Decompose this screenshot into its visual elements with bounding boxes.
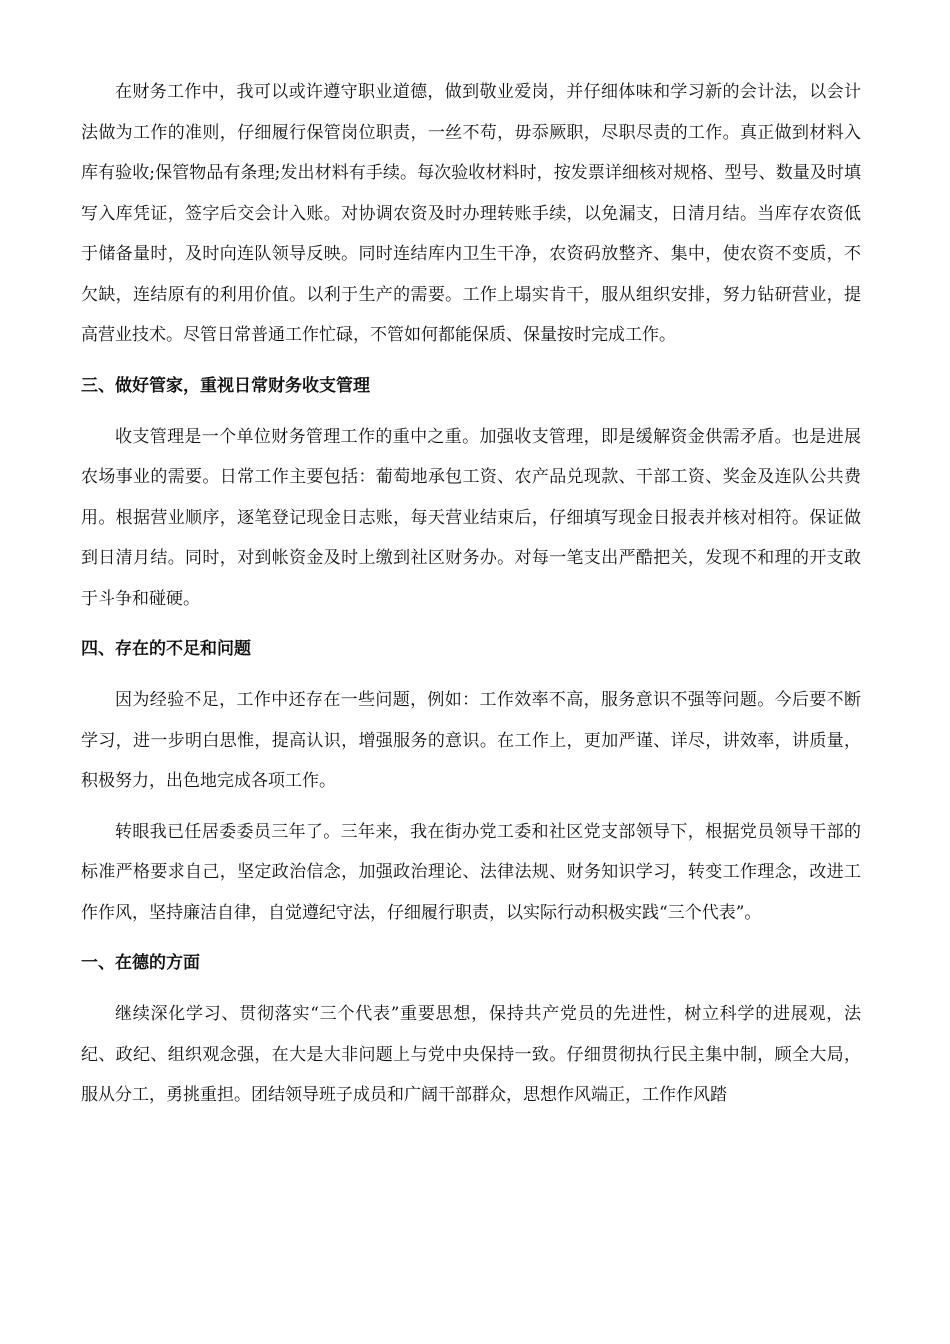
heading-section-one: 一、在德的方面 xyxy=(81,953,200,973)
paragraph-income-expense: 收支管理是一个单位财务管理工作的重中之重。加强收支管理，即是缓解资金供需矛盾。也是进展农场事业的需要。日常工作主要包括：葡萄地承包工资、农产品兑现款、干部工资、奖金及连队公共费用。根据营业顺序，逐笔登记现金日志账，每天营业结束后，仔细填写现金日报表并核对相符。保证做到日清月结。同时，对到帐资金及时上缴到社区财务办。对每一笔支出严酷把关，发现不和理的开支敢于斗争和碰硬。 xyxy=(81,426,861,609)
heading-section-three: 三、做好管家，重视日常财务收支管理 xyxy=(81,375,370,396)
paragraph-morality: 继续深化学习、贯彻落实“三个代表”重要思想，保持共产党员的先进性，树立科学的进展观，法纪、政纪、组织观念强，在大是大非问题上与党中央保持一致。仔细贯彻执行民主集中制，顾全大局，服从分工，勇挑重担。团结领导班子成员和广阔干部群众，思想作风端正，工作作风踏 xyxy=(81,1004,861,1105)
paragraph-warehouse-duties: 在财务工作中，我可以或许遵守职业道德，做到敬业爱岗，并仔细体味和学习新的会计法，以会计法做为工作的准则，仔细履行保管岗位职责，一丝不苟，毋忝厥职，尽职尽责的工作。真正做到材料入库有验收;保管物品有条理;发出材料有手续。每次验收材料时，按发票详细核对规格、型号、数量及时填写入库凭证，签字后交会计入账。对协调农资及时办理转账手续，以免漏支，日清月结。当库存农资低于储备量时，及时向连队领导反映。同时连结库内卫生干净，农资码放整齐、集中，使农资不变质，不欠缺，连结原有的利用价值。以利于生产的需要。工作上塌实肯干，服从组织安排，努力钻研营业，提高营业技术。尽管日常普通工作忙碌，不管如何都能保质、保量按时完成工作。 xyxy=(81,82,861,345)
heading-section-four: 四、存在的不足和问题 xyxy=(81,639,251,659)
paragraph-shortcomings: 因为经验不足，工作中还存在一些问题，例如：工作效率不高，服务意识不强等问题。今后要不断学习，进一步明白思惟，提高认识，增强服务的意识。在工作上，更加严谨、详尽，讲效率，讲质量，积极努力，出色地完成各项工作。 xyxy=(81,690,861,791)
paragraph-committee-review: 转眼我已任居委委员三年了。三年来，我在街办党工委和社区党支部领导下，根据党员领导干部的标准严格要求自己，坚定政治信念，加强政治理论、法律法规、财务知识学习，转变工作理念，改进工作作风，坚持廉洁自律，自觉遵纪守法，仔细履行职责，以实际行动积极实践“三个代表”。 xyxy=(81,821,861,923)
document-page xyxy=(81,72,861,1116)
